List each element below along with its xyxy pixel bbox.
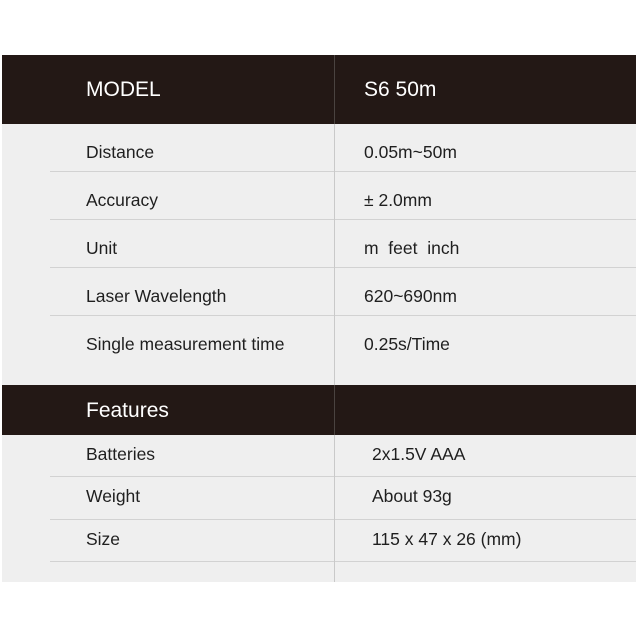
row-divider (50, 561, 334, 562)
feature-row-size (2, 520, 636, 562)
spec-table (2, 55, 636, 582)
spec-row-accuracy (2, 172, 636, 220)
feature-row-batteries (2, 435, 636, 477)
features-header-row (2, 385, 636, 435)
spec-label: Single measurement time (86, 334, 285, 354)
spec-label: Accuracy (86, 190, 158, 210)
spec-label: Unit (86, 238, 118, 258)
spec-value: 0.25s/Time (364, 334, 450, 354)
feature-label: Batteries (86, 444, 156, 464)
feature-value: 2x1.5V AAA (372, 444, 466, 464)
model-label: MODEL (86, 78, 161, 101)
spec-row-measurement-time (2, 316, 636, 385)
feature-label: Size (86, 529, 121, 549)
spec-row-unit (2, 220, 636, 268)
spec-value: ± 2.0mm (364, 190, 432, 210)
row-divider (335, 561, 636, 562)
spec-row-distance (2, 124, 636, 172)
column-divider (334, 55, 335, 124)
feature-value: 115 x 47 x 26 (mm) (372, 529, 522, 549)
spec-value: m feet inch (364, 238, 460, 258)
model-value: S6 50m (364, 78, 437, 101)
features-label: Features (86, 399, 169, 422)
feature-row-weight (2, 477, 636, 520)
spec-label: Laser Wavelength (86, 286, 227, 306)
spec-value: 0.05m~50m (364, 142, 457, 162)
spec-value: 620~690nm (364, 286, 457, 306)
column-divider (334, 385, 335, 435)
spec-row-laser-wavelength (2, 268, 636, 316)
feature-value: About 93g (372, 486, 452, 506)
feature-label: Weight (86, 486, 141, 506)
model-header-row (2, 55, 636, 124)
spec-label: Distance (86, 142, 155, 162)
